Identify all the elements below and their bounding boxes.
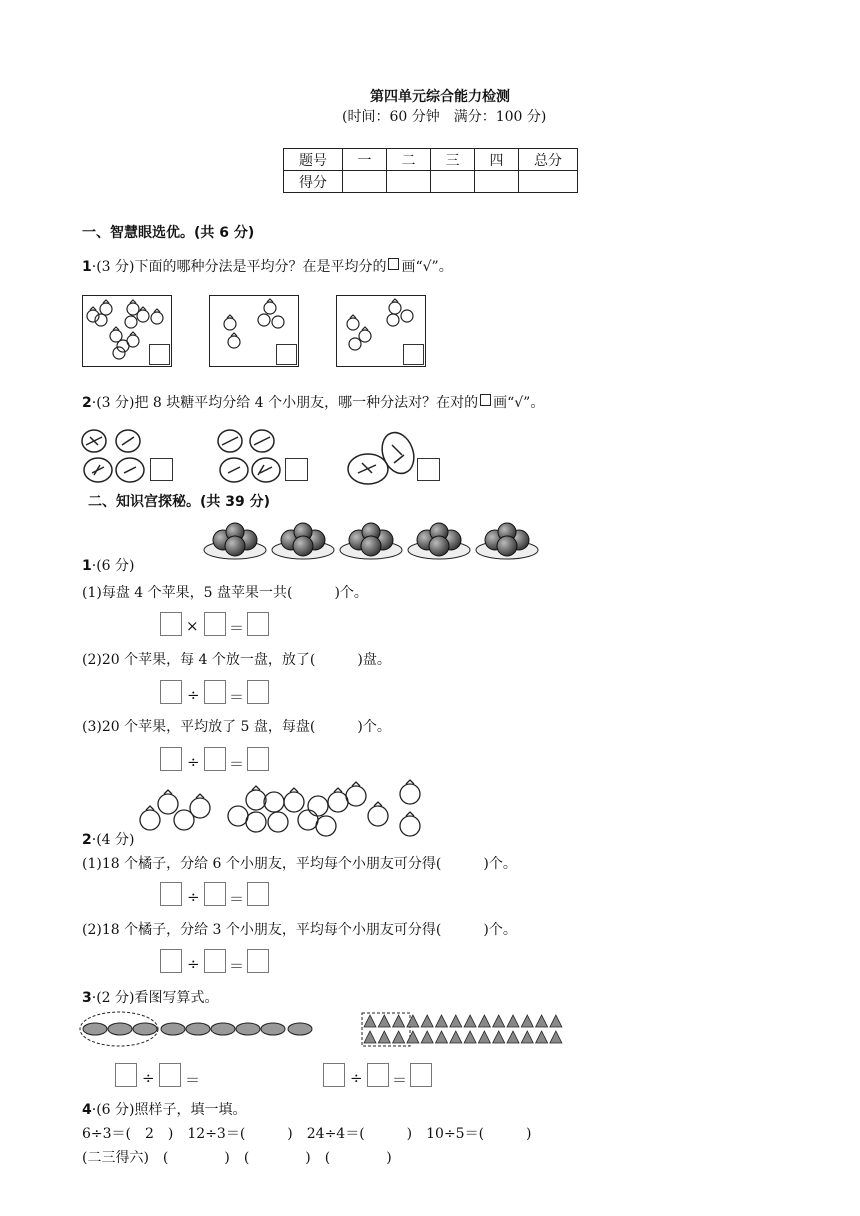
triangle-icon [507,1015,519,1027]
question-2-4-line-1: 6÷3＝( 2 ) 12÷3＝( ) 24÷4＝( ) 10÷5＝( ) [82,1126,532,1142]
score-input-cell[interactable] [431,171,475,193]
triangle-icon [478,1031,490,1043]
ellipse-icon [80,1012,320,1052]
times-sign: × [186,617,199,635]
question-number: 1 [82,259,92,275]
triangle-icon [550,1015,562,1027]
answer-box[interactable] [410,1063,432,1087]
score-input-cell[interactable] [519,171,578,193]
section-2-title: 二、知识宫探秘。(共 39 分) [88,494,271,510]
score-input-cell[interactable] [475,171,519,193]
question-1-1 [82,256,453,276]
question-2-1-part-3: (3)20 个苹果，平均放了 5 盘，每盘( )个。 [82,719,391,735]
table-cell: 四 [475,149,519,171]
question-2-2-part-1: (1)18 个橘子，分给 6 个小朋友，平均每个小朋友可分得( )个。 [82,856,517,872]
table-cell: 总分 [519,149,578,171]
triangle-icon [507,1031,519,1043]
question-text: ·(6 分)照样子，填一填。 [91,1102,247,1118]
triangle-icon [421,1031,433,1043]
equals-sign: ＝ [229,619,245,637]
triangle-icon [393,1031,405,1043]
answer-box[interactable] [159,1063,181,1087]
answer-box[interactable] [204,612,226,636]
equals-sign: ＝ [229,890,245,908]
divide-sign: ÷ [187,753,200,771]
divide-sign: ÷ [142,1069,155,1087]
exam-time-info: (时间：60 分钟 满分：100 分) [342,109,547,125]
answer-checkbox[interactable] [285,458,308,481]
score-table-header-row [284,149,578,171]
answer-box[interactable] [204,949,226,973]
question-number: 3 [82,990,92,1006]
question-2-1 [82,555,134,575]
triangle-icon [478,1015,490,1027]
answer-box[interactable] [323,1063,345,1087]
question-text: ·(3 分)下面的哪种分法是平均分？在是平均分的 [91,259,387,275]
answer-box[interactable] [160,747,182,771]
answer-box[interactable] [160,882,182,906]
triangle-icon [464,1031,476,1043]
question-points: ·(6 分) [91,558,135,574]
question-text: ·(3 分)把 8 块糖平均分给 4 个小朋友，哪一种分法对？在对的 [91,395,479,411]
fruit-group-c [336,295,426,367]
question-2-1-part-1: (1)每盘 4 个苹果，5 盘苹果一共( )个。 [82,585,368,601]
table-cell: 题号 [284,149,343,171]
answer-box[interactable] [160,680,182,704]
question-2-2-part-2: (2)18 个橘子，分给 3 个小朋友，平均每个小朋友可分得( )个。 [82,922,517,938]
answer-box[interactable] [204,882,226,906]
question-2-3 [82,987,218,1007]
question-2-2 [82,829,134,849]
equals-sign: ＝ [229,957,245,975]
page-title: 第四单元综合能力检测 [370,89,510,105]
triangle-icon [360,1012,565,1048]
question-points: ·(4 分) [91,832,135,848]
score-table [283,148,578,193]
triangle-icon [450,1031,462,1043]
triangle-icon [521,1031,533,1043]
triangle-icon [364,1015,376,1027]
score-table-score-row [284,171,578,193]
equals-sign: ＝ [229,688,245,706]
plate-icon [203,520,543,562]
triangle-icon [378,1031,390,1043]
answer-checkbox[interactable] [150,458,173,481]
answer-box[interactable] [247,949,269,973]
question-2-1-part-2: (2)20 个苹果，每 4 个放一盘，放了( )盘。 [82,652,391,668]
question-text-tail: 画“√”。 [493,395,545,411]
table-cell: 得分 [284,171,343,193]
triangle-icon [450,1015,462,1027]
answer-box[interactable] [247,747,269,771]
question-text-tail: 画“√”。 [401,259,453,275]
triangle-icon [436,1031,448,1043]
divide-sign: ÷ [187,686,200,704]
answer-checkbox[interactable] [403,344,424,365]
answer-box[interactable] [247,612,269,636]
score-input-cell[interactable] [387,171,431,193]
triangle-icon [407,1031,419,1043]
triangle-icon [407,1015,419,1027]
tangerine-icon [138,780,428,840]
triangle-icon [364,1031,376,1043]
answer-box[interactable] [204,747,226,771]
table-cell: 一 [343,149,387,171]
question-1-2 [82,392,544,412]
answer-box[interactable] [204,680,226,704]
answer-box[interactable] [115,1063,137,1087]
question-number: 4 [82,1102,92,1118]
triangle-icon [464,1015,476,1027]
triangle-icon [421,1015,433,1027]
question-number: 1 [82,558,92,574]
question-2-4-line-2: (二三得六) ( ) ( ) ( ) [82,1150,392,1166]
triangle-icon [493,1031,505,1043]
answer-box[interactable] [247,882,269,906]
divide-sign: ÷ [187,888,200,906]
equals-sign: ＝ [229,755,245,773]
table-cell: 二 [387,149,431,171]
equals-sign: ＝ [392,1071,408,1089]
small-box-icon [480,394,491,406]
triangle-icon [550,1031,562,1043]
fruit-group-a [82,295,172,367]
answer-checkbox[interactable] [417,458,440,481]
small-box-icon [388,258,399,270]
triangle-icon [493,1015,505,1027]
answer-box[interactable] [367,1063,389,1087]
triangle-icon [436,1015,448,1027]
triangle-icon [378,1015,390,1027]
question-2-4 [82,1099,246,1119]
triangle-icon [393,1015,405,1027]
triangle-icon [521,1015,533,1027]
answer-checkbox[interactable] [149,344,170,365]
answer-box[interactable] [160,612,182,636]
score-input-cell[interactable] [343,171,387,193]
section-1-title: 一、智慧眼选优。(共 6 分) [82,225,255,241]
answer-box[interactable] [160,949,182,973]
answer-checkbox[interactable] [276,344,297,365]
question-number: 2 [82,832,92,848]
question-text: ·(2 分)看图写算式。 [91,990,219,1006]
triangle-icon [536,1031,548,1043]
divide-sign: ÷ [187,955,200,973]
question-number: 2 [82,395,92,411]
equals-sign: ＝ [185,1071,201,1089]
divide-sign: ÷ [350,1069,363,1087]
table-cell: 三 [431,149,475,171]
triangle-icon [536,1015,548,1027]
answer-box[interactable] [247,680,269,704]
fruit-group-b [209,295,299,367]
